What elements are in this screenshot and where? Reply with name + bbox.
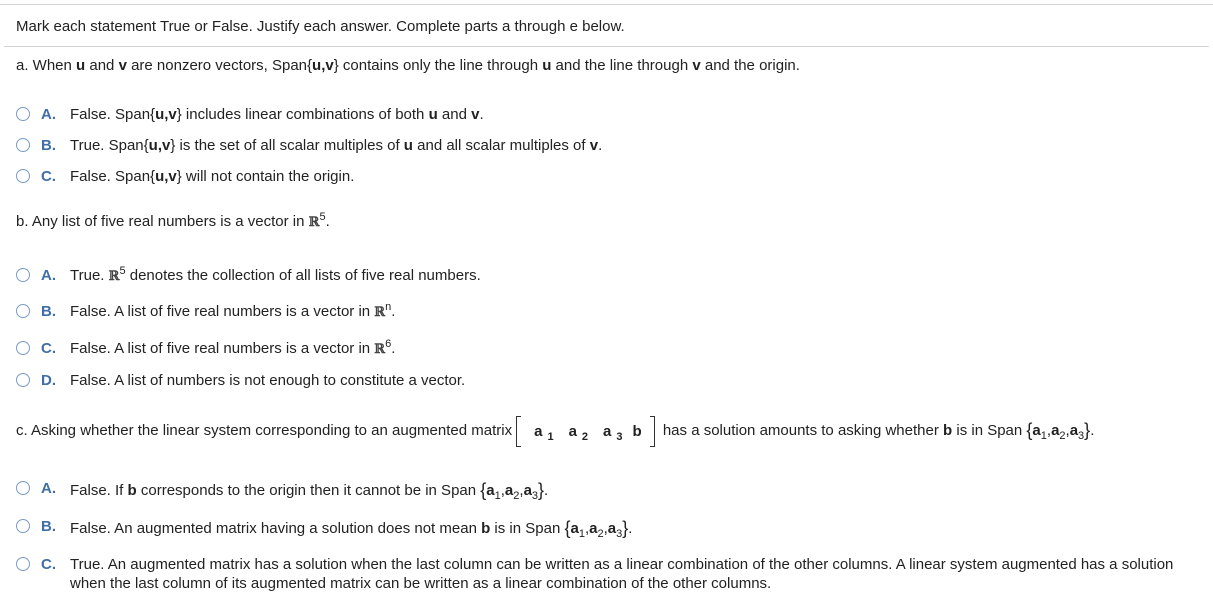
option-letter: B. [41,518,56,535]
radio-button[interactable] [16,107,30,121]
option-text: True. ℝ$^5$ denotes the collection of all lists of five real numbers. [70,265,481,284]
option-letter: C. [41,168,56,185]
radio-button[interactable] [16,481,30,495]
radio-button[interactable] [16,373,30,387]
instruction-text: Mark each statement True or False. Justify each answer. Complete parts a through e below. [16,18,625,35]
option-letter: C. [41,556,56,573]
option-letter: C. [41,340,56,357]
option-text: False. A list of five real numbers is a vector in ℝ$^6$. [70,338,396,357]
instruction-divider [4,46,1209,47]
option-letter: A. [41,106,56,123]
option-letter: B. [41,137,56,154]
option-text: True. An augmented matrix has a solution when the last column can be written as a linear combination of the other columns. A linear system augmented has a solution when the last column of its augmented matrix can be written as a linear combination of the other columns. [70,556,1174,592]
radio-button[interactable] [16,169,30,183]
question-c: c. Asking whether the linear system corresponding to an augmented matrix a $_1$ a $_2$ a $_3$ b has a solution amounts to asking whether b is in Span $\{a_1,a_2,a_3\}$. [16,420,1095,443]
option-letter: A. [41,480,56,497]
option-c-C[interactable] [16,556,1197,596]
top-divider [0,4,1213,5]
radio-button[interactable] [16,268,30,282]
option-letter: B. [41,303,56,320]
question-a: a. When u and v are nonzero vectors, Span{u,v} contains only the line through u and the line through v and the origin. [16,57,800,74]
option-letter: D. [41,372,56,389]
option-text: False. An augmented matrix having a solution does not mean b is in Span $\{a_1,a_2,a_3\}$. [70,518,633,540]
option-text: False. Span{u,v} includes linear combinations of both u and v. [70,106,484,123]
option-text: False. Span{u,v} will not contain the origin. [70,168,355,185]
radio-button[interactable] [16,304,30,318]
radio-button[interactable] [16,138,30,152]
radio-button[interactable] [16,557,30,571]
option-text: False. A list of numbers is not enough to constitute a vector. [70,372,466,389]
augmented-matrix: a $_1$ a $_2$ a $_3$ b [514,423,657,440]
option-text: False. A list of five real numbers is a vector in ℝ$^n$. [70,301,396,320]
radio-button[interactable] [16,341,30,355]
option-letter: A. [41,267,56,284]
radio-button[interactable] [16,519,30,533]
option-text: False. If b corresponds to the origin then it cannot be in Span $\{a_1,a_2,a_3\}$. [70,480,549,502]
question-b: b. Any list of five real numbers is a vector in ℝ$^5$. [16,211,330,230]
option-text: True. Span{u,v} is the set of all scalar multiples of u and all scalar multiples of v. [70,137,603,154]
